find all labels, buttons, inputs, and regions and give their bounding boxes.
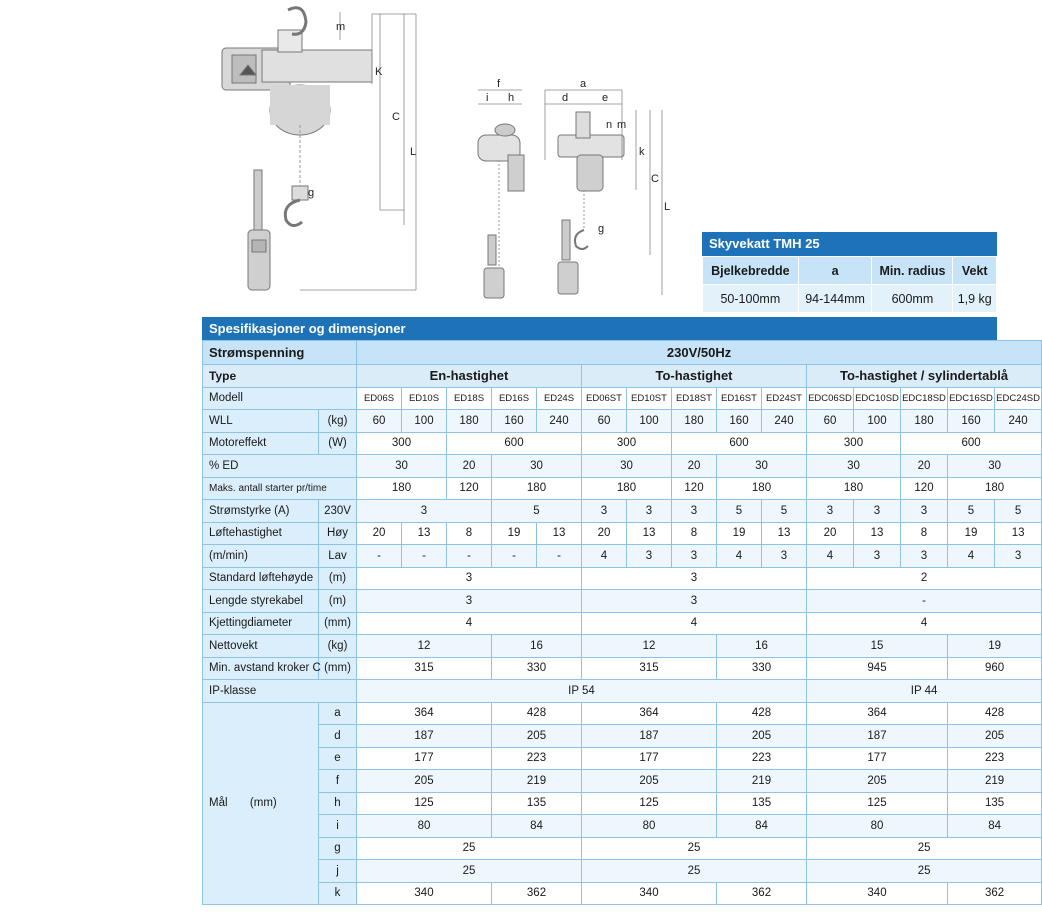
ip-cell: IP 44	[807, 680, 1042, 703]
model-cell: EDC06SD	[807, 387, 854, 410]
wll-cell: 180	[447, 410, 492, 433]
current-cell: 3	[807, 500, 854, 523]
speed-high-cell: 13	[402, 522, 447, 545]
speed-high-cell: 8	[447, 522, 492, 545]
hook-cell: 330	[717, 657, 807, 680]
ed-cell: 20	[447, 455, 492, 478]
trolley-value: 1,9 kg	[953, 285, 997, 313]
label-g: g	[308, 187, 315, 199]
label-g2: g	[598, 223, 605, 235]
current-cell: 5	[948, 500, 995, 523]
dim-cell: 84	[492, 815, 582, 838]
cable-unit: (m)	[319, 590, 357, 613]
dim-key: e	[319, 747, 357, 770]
label-m2: m	[617, 119, 627, 131]
current-cell: 5	[762, 500, 807, 523]
wll-cell: 240	[762, 410, 807, 433]
model-cell: ED24ST	[762, 387, 807, 410]
wll-cell: 60	[582, 410, 627, 433]
chain-cell: 4	[582, 612, 807, 635]
model-cell: ED18S	[447, 387, 492, 410]
ed-cell: 20	[672, 455, 717, 478]
label-n: n	[606, 119, 613, 131]
dim-cell: 362	[948, 882, 1042, 905]
dim-cell: 25	[357, 837, 582, 860]
dim-cell: 125	[357, 792, 492, 815]
dim-cell: 80	[582, 815, 717, 838]
dim-cell: 187	[807, 725, 948, 748]
ed-cell: 30	[357, 455, 447, 478]
lift-label: Standard løftehøyde	[203, 567, 319, 590]
lift-unit: (m)	[319, 567, 357, 590]
trolley-header: a	[798, 257, 872, 285]
speed-low-cell: -	[537, 545, 582, 568]
type-group: To-hastighet / sylindertablå	[807, 365, 1042, 388]
dim-cell: 205	[582, 770, 717, 793]
motor-cell: 600	[447, 432, 582, 455]
starts-cell: 180	[582, 477, 672, 500]
trolley-table	[702, 232, 997, 313]
model-cell: EDC16SD	[948, 387, 995, 410]
dim-cell: 223	[717, 747, 807, 770]
wll-cell: 180	[672, 410, 717, 433]
speed-low-cell: 3	[995, 545, 1042, 568]
dim-cell: 340	[582, 882, 717, 905]
hook-cell: 330	[492, 657, 582, 680]
technical-drawing	[0, 0, 700, 310]
ed-cell: 30	[807, 455, 901, 478]
speed-low-cell: 3	[901, 545, 948, 568]
ed-label: % ED	[203, 455, 357, 478]
speed-low-cell: -	[492, 545, 537, 568]
ed-cell: 30	[582, 455, 672, 478]
cable-label: Lengde styrekabel	[203, 590, 319, 613]
dim-key: d	[319, 725, 357, 748]
current-cell: 3	[901, 500, 948, 523]
starts-cell: 180	[717, 477, 807, 500]
cable-cell: 3	[357, 590, 582, 613]
speed-high-cell: 8	[901, 522, 948, 545]
wll-cell: 60	[807, 410, 854, 433]
ed-cell: 20	[901, 455, 948, 478]
lift-cell: 3	[357, 567, 582, 590]
trolley-value: 50-100mm	[703, 285, 799, 313]
dim-cell: 340	[807, 882, 948, 905]
dim-cell: 428	[948, 702, 1042, 725]
model-label: Modell	[203, 387, 357, 410]
label-f: f	[497, 78, 501, 90]
dim-cell: 219	[717, 770, 807, 793]
current-cell: 3	[582, 500, 627, 523]
lift-cell: 3	[582, 567, 807, 590]
model-cell: ED16ST	[717, 387, 762, 410]
dim-cell: 362	[717, 882, 807, 905]
starts-cell: 180	[492, 477, 582, 500]
label-m: m	[336, 21, 346, 33]
dim-key: a	[319, 702, 357, 725]
dim-cell: 364	[582, 702, 717, 725]
hook-cell: 945	[807, 657, 948, 680]
starts-cell: 180	[357, 477, 447, 500]
starts-label: Maks. antall starter pr/time	[203, 477, 357, 500]
trolley-value: 94-144mm	[798, 285, 872, 313]
wll-unit: (kg)	[319, 410, 357, 433]
speed-high-cell: 20	[357, 522, 402, 545]
current-cell: 3	[854, 500, 901, 523]
speed-high-cell: 13	[762, 522, 807, 545]
dim-cell: 84	[948, 815, 1042, 838]
label-l2: L	[664, 201, 671, 213]
net-cell: 16	[492, 635, 582, 658]
hook-cell: 315	[357, 657, 492, 680]
wll-cell: 100	[627, 410, 672, 433]
speed-low-cell: 4	[807, 545, 854, 568]
speed-high-cell: 13	[627, 522, 672, 545]
dim-cell: 84	[717, 815, 807, 838]
dim-key: f	[319, 770, 357, 793]
starts-cell: 120	[672, 477, 717, 500]
speed-high-cell: 8	[672, 522, 717, 545]
wll-cell: 100	[854, 410, 901, 433]
speed-low-cell: 3	[672, 545, 717, 568]
dim-cell: 135	[948, 792, 1042, 815]
type-group: To-hastighet	[582, 365, 807, 388]
speed-high-cell: 13	[995, 522, 1042, 545]
dim-cell: 340	[357, 882, 492, 905]
speed-low-cell: 4	[582, 545, 627, 568]
model-cell: EDC18SD	[901, 387, 948, 410]
hoist-front-view	[478, 124, 524, 298]
dim-cell: 219	[948, 770, 1042, 793]
current-cell: 5	[492, 500, 582, 523]
trolley-title: Skyvekatt TMH 25	[702, 232, 997, 256]
model-cell: ED24S	[537, 387, 582, 410]
motor-unit: (W)	[319, 432, 357, 455]
dim-key: i	[319, 815, 357, 838]
motor-cell: 300	[357, 432, 447, 455]
dim-cell: 364	[357, 702, 492, 725]
cable-cell: -	[807, 590, 1042, 613]
dim-cell: 25	[807, 860, 1042, 883]
label-h: h	[508, 92, 515, 104]
trolley-value: 600mm	[872, 285, 953, 313]
dim-cell: 135	[717, 792, 807, 815]
dims-label	[203, 702, 319, 905]
motor-label: Motoreffekt	[203, 432, 319, 455]
speed-low-cell: 3	[627, 545, 672, 568]
current-unit: 230V	[319, 500, 357, 523]
hoist-side-view	[222, 8, 372, 290]
speed-low-cell: 3	[854, 545, 901, 568]
trolley-header: Vekt	[953, 257, 997, 285]
dim-cell: 205	[492, 725, 582, 748]
dim-cell: 177	[582, 747, 717, 770]
starts-cell: 120	[447, 477, 492, 500]
wll-cell: 160	[948, 410, 995, 433]
wll-cell: 160	[492, 410, 537, 433]
starts-cell: 180	[807, 477, 901, 500]
dim-cell: 223	[948, 747, 1042, 770]
dim-cell: 187	[357, 725, 492, 748]
hook-cell: 960	[948, 657, 1042, 680]
dim-cell: 205	[807, 770, 948, 793]
speed-unit-low: Lav	[319, 545, 357, 568]
dim-cell: 25	[582, 837, 807, 860]
current-cell: 5	[717, 500, 762, 523]
speed-unit-high: Høy	[319, 522, 357, 545]
dims-label-text: Mål	[209, 797, 228, 810]
ed-cell: 30	[717, 455, 807, 478]
dims-unit-text: (mm)	[249, 797, 277, 810]
label-i: i	[486, 92, 489, 104]
motor-cell: 600	[901, 432, 1042, 455]
net-cell: 15	[807, 635, 948, 658]
wll-cell: 240	[537, 410, 582, 433]
speed-label-unit: (m/min)	[203, 545, 319, 568]
dim-cell: 177	[357, 747, 492, 770]
wll-cell: 160	[717, 410, 762, 433]
ip-label: IP-klasse	[203, 680, 357, 703]
current-cell: 3	[357, 500, 492, 523]
model-cell: EDC24SD	[995, 387, 1042, 410]
chain-label: Kjettingdiameter	[203, 612, 319, 635]
dim-cell: 205	[717, 725, 807, 748]
speed-high-cell: 20	[582, 522, 627, 545]
model-cell: ED16S	[492, 387, 537, 410]
dim-cell: 80	[807, 815, 948, 838]
dim-cell: 80	[357, 815, 492, 838]
dim-cell: 187	[582, 725, 717, 748]
dim-cell: 25	[807, 837, 1042, 860]
voltage-value: 230V/50Hz	[357, 341, 1042, 365]
speed-high-cell: 13	[537, 522, 582, 545]
model-cell: ED10ST	[627, 387, 672, 410]
label-c: C	[392, 111, 400, 123]
speed-low-cell: -	[402, 545, 447, 568]
dim-cell: 428	[492, 702, 582, 725]
dim-cell: 219	[492, 770, 582, 793]
dim-cell: 125	[582, 792, 717, 815]
label-a: a	[580, 78, 587, 90]
current-cell: 3	[672, 500, 717, 523]
motor-cell: 600	[672, 432, 807, 455]
spec-table	[202, 317, 1040, 905]
speed-low-cell: 4	[948, 545, 995, 568]
hook-cell: 315	[582, 657, 717, 680]
speed-high-cell: 19	[717, 522, 762, 545]
net-cell: 12	[357, 635, 492, 658]
dim-cell: 362	[492, 882, 582, 905]
motor-cell: 300	[807, 432, 901, 455]
model-cell: ED06S	[357, 387, 402, 410]
dim-key: j	[319, 860, 357, 883]
dim-cell: 223	[492, 747, 582, 770]
dim-cell: 25	[357, 860, 582, 883]
current-label: Strømstyrke (A)	[203, 500, 319, 523]
starts-cell: 120	[901, 477, 948, 500]
net-label: Nettovekt	[203, 635, 319, 658]
speed-low-cell: -	[357, 545, 402, 568]
type-label: Type	[203, 365, 357, 388]
spec-title: Spesifikasjoner og dimensjoner	[202, 317, 997, 340]
speed-low-cell: 4	[717, 545, 762, 568]
label-e: e	[602, 92, 609, 104]
dim-key: k	[319, 882, 357, 905]
ed-cell: 30	[948, 455, 1042, 478]
lift-cell: 2	[807, 567, 1042, 590]
wll-cell: 100	[402, 410, 447, 433]
dim-cell: 364	[807, 702, 948, 725]
dim-cell: 205	[948, 725, 1042, 748]
ip-cell: IP 54	[357, 680, 807, 703]
dim-key: h	[319, 792, 357, 815]
current-cell: 5	[995, 500, 1042, 523]
type-group: En-hastighet	[357, 365, 582, 388]
dim-cell: 125	[807, 792, 948, 815]
net-cell: 12	[582, 635, 717, 658]
model-cell: ED06ST	[582, 387, 627, 410]
model-cell: ED10S	[402, 387, 447, 410]
label-c2: C	[651, 173, 659, 185]
label-k: K	[375, 66, 383, 78]
hook-unit: (mm)	[319, 657, 357, 680]
model-cell: ED18ST	[672, 387, 717, 410]
speed-high-cell: 13	[854, 522, 901, 545]
label-k2: k	[639, 146, 645, 158]
net-cell: 19	[948, 635, 1042, 658]
speed-low-cell: -	[447, 545, 492, 568]
trolley-header: Min. radius	[872, 257, 953, 285]
dim-cell: 428	[717, 702, 807, 725]
cable-cell: 3	[582, 590, 807, 613]
dim-cell: 25	[582, 860, 807, 883]
net-unit: (kg)	[319, 635, 357, 658]
model-cell: EDC10SD	[854, 387, 901, 410]
speed-high-cell: 19	[492, 522, 537, 545]
label-l: L	[410, 146, 417, 158]
net-cell: 16	[717, 635, 807, 658]
dim-cell: 205	[357, 770, 492, 793]
trolley-header: Bjelkebredde	[703, 257, 799, 285]
dim-cell: 135	[492, 792, 582, 815]
wll-cell: 240	[995, 410, 1042, 433]
ed-cell: 30	[492, 455, 582, 478]
wll-cell: 180	[901, 410, 948, 433]
voltage-label: Strømspenning	[203, 341, 357, 365]
wll-cell: 60	[357, 410, 402, 433]
speed-high-cell: 19	[948, 522, 995, 545]
speed-label: Løftehastighet	[203, 522, 319, 545]
starts-cell: 180	[948, 477, 1042, 500]
dim-cell: 177	[807, 747, 948, 770]
chain-cell: 4	[807, 612, 1042, 635]
motor-cell: 300	[582, 432, 672, 455]
hook-label: Min. avstand kroker C	[203, 657, 319, 680]
label-d: d	[562, 92, 569, 104]
speed-low-cell: 3	[762, 545, 807, 568]
chain-cell: 4	[357, 612, 582, 635]
hoist-side-view-small	[558, 112, 627, 294]
dim-key: g	[319, 837, 357, 860]
speed-high-cell: 20	[807, 522, 854, 545]
chain-unit: (mm)	[319, 612, 357, 635]
wll-label: WLL	[203, 410, 319, 433]
current-cell: 3	[627, 500, 672, 523]
